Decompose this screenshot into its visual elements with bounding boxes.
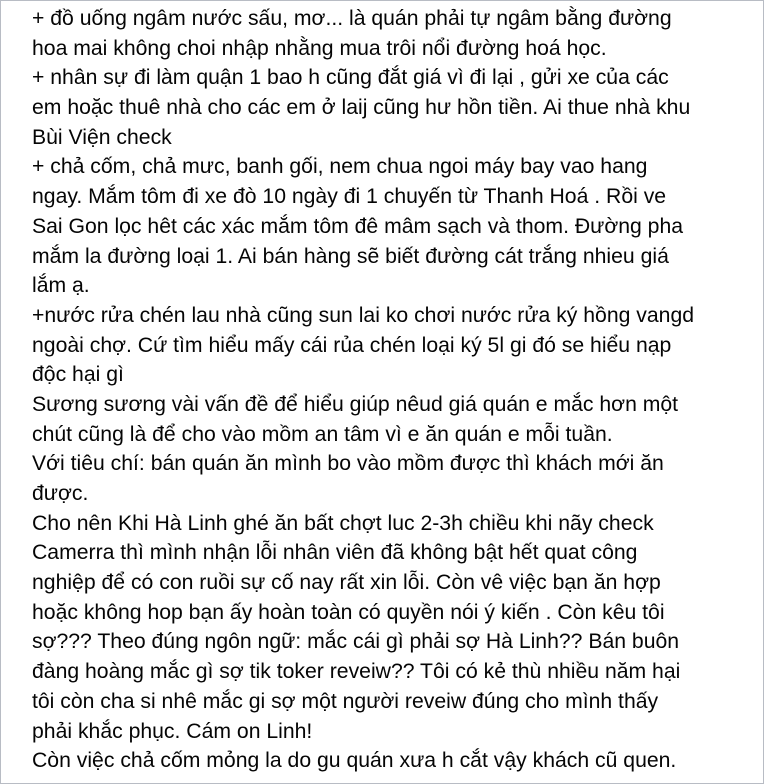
post-line: Sai Gon lọc hêt các xác mắm tôm đê mâm sạch và thom. Đường pha xyxy=(32,214,684,238)
post-body-text xyxy=(32,4,760,776)
post-line: đàng hoàng mắc gì sợ tik toker reveiw?? Tôi có kẻ thù nhiều năm hại xyxy=(32,660,681,684)
post-line: sợ??? Theo đúng ngôn ngữ: mắc cái gì phải sợ Hà Linh?? Bán buôn xyxy=(32,630,680,654)
post-line: Còn việc chả cốm mỏng la do gu quán xưa h cắt vậy khách cũ quen. xyxy=(32,749,677,773)
post-line: ngay. Mắm tôm đi xe đò 10 ngày đi 1 chuyến từ Thanh Hoá . Rồi ve xyxy=(32,185,667,209)
post-line: ngoài chợ. Cứ tìm hiểu mấy cái rủa chén loại ký 5l gi đó se hiểu nạp xyxy=(32,333,672,357)
post-line: hoặc không hop bạn ấy hoàn toàn có quyền nói ý kiến . Còn kêu tôi xyxy=(32,600,665,624)
post-line: phải khắc phục. Cám on Linh! xyxy=(32,719,313,743)
post-line: tôi còn cha si nhê mắc gi sợ một người reveiw đúng cho mình thấy xyxy=(32,689,659,713)
post-line: + chả cốm, chả mưc, banh gối, nem chua ngoi máy bay vao hang xyxy=(32,155,648,179)
post-line: được. xyxy=(32,482,89,505)
post-line: hoa mai không choi nhập nhằng mua trôi nổi đường hoá học. xyxy=(32,36,607,60)
post-line: + nhân sự đi làm quận 1 bao h cũng đắt giá vì đi lại , gửi xe của các xyxy=(32,66,669,90)
post-line: độc hại gì xyxy=(32,363,124,387)
post-line: em hoặc thuê nhà cho các em ở laij cũng hư hồn tiền. Ai thue nhà khu xyxy=(32,96,691,120)
post-line: Camerra thì mình nhận lỗi nhân viên đã không bật hết quat công xyxy=(32,541,638,565)
post-line: +nước rửa chén lau nhà cũng sun lai ko chơi nước rửa ký hồng vangd xyxy=(32,303,695,327)
post-line: chút cũng là để cho vào mồm an tâm vì e ăn quán e mỗi tuần. xyxy=(32,422,613,446)
post-line: + đồ uống ngâm nước sấu, mơ... là quán phải tự ngâm bằng đường xyxy=(32,7,672,30)
post-line: mắm la đường loại 1. Ai bán hàng sẽ biết đường cát trắng nhieu giá xyxy=(32,244,669,268)
post-line: Cho nên Khi Hà Linh ghé ăn bất chợt luc 2-3h chiều khi nãy check xyxy=(32,511,654,535)
post-line: nghiệp để có con ruồi sự cố nay rất xin lỗi. Còn vê việc bạn ăn hợp xyxy=(32,571,661,595)
post-line: Sương sương vài vấn đề để hiểu giúp nêud giá quán e mắc hơn một xyxy=(32,392,679,416)
post-line: lắm ạ. xyxy=(32,274,90,298)
post-line: Với tiêu chí: bán quán ăn mình bo vào mồm được thì khách mới ăn xyxy=(32,452,664,476)
post-line: Bùi Viện check xyxy=(32,125,172,149)
